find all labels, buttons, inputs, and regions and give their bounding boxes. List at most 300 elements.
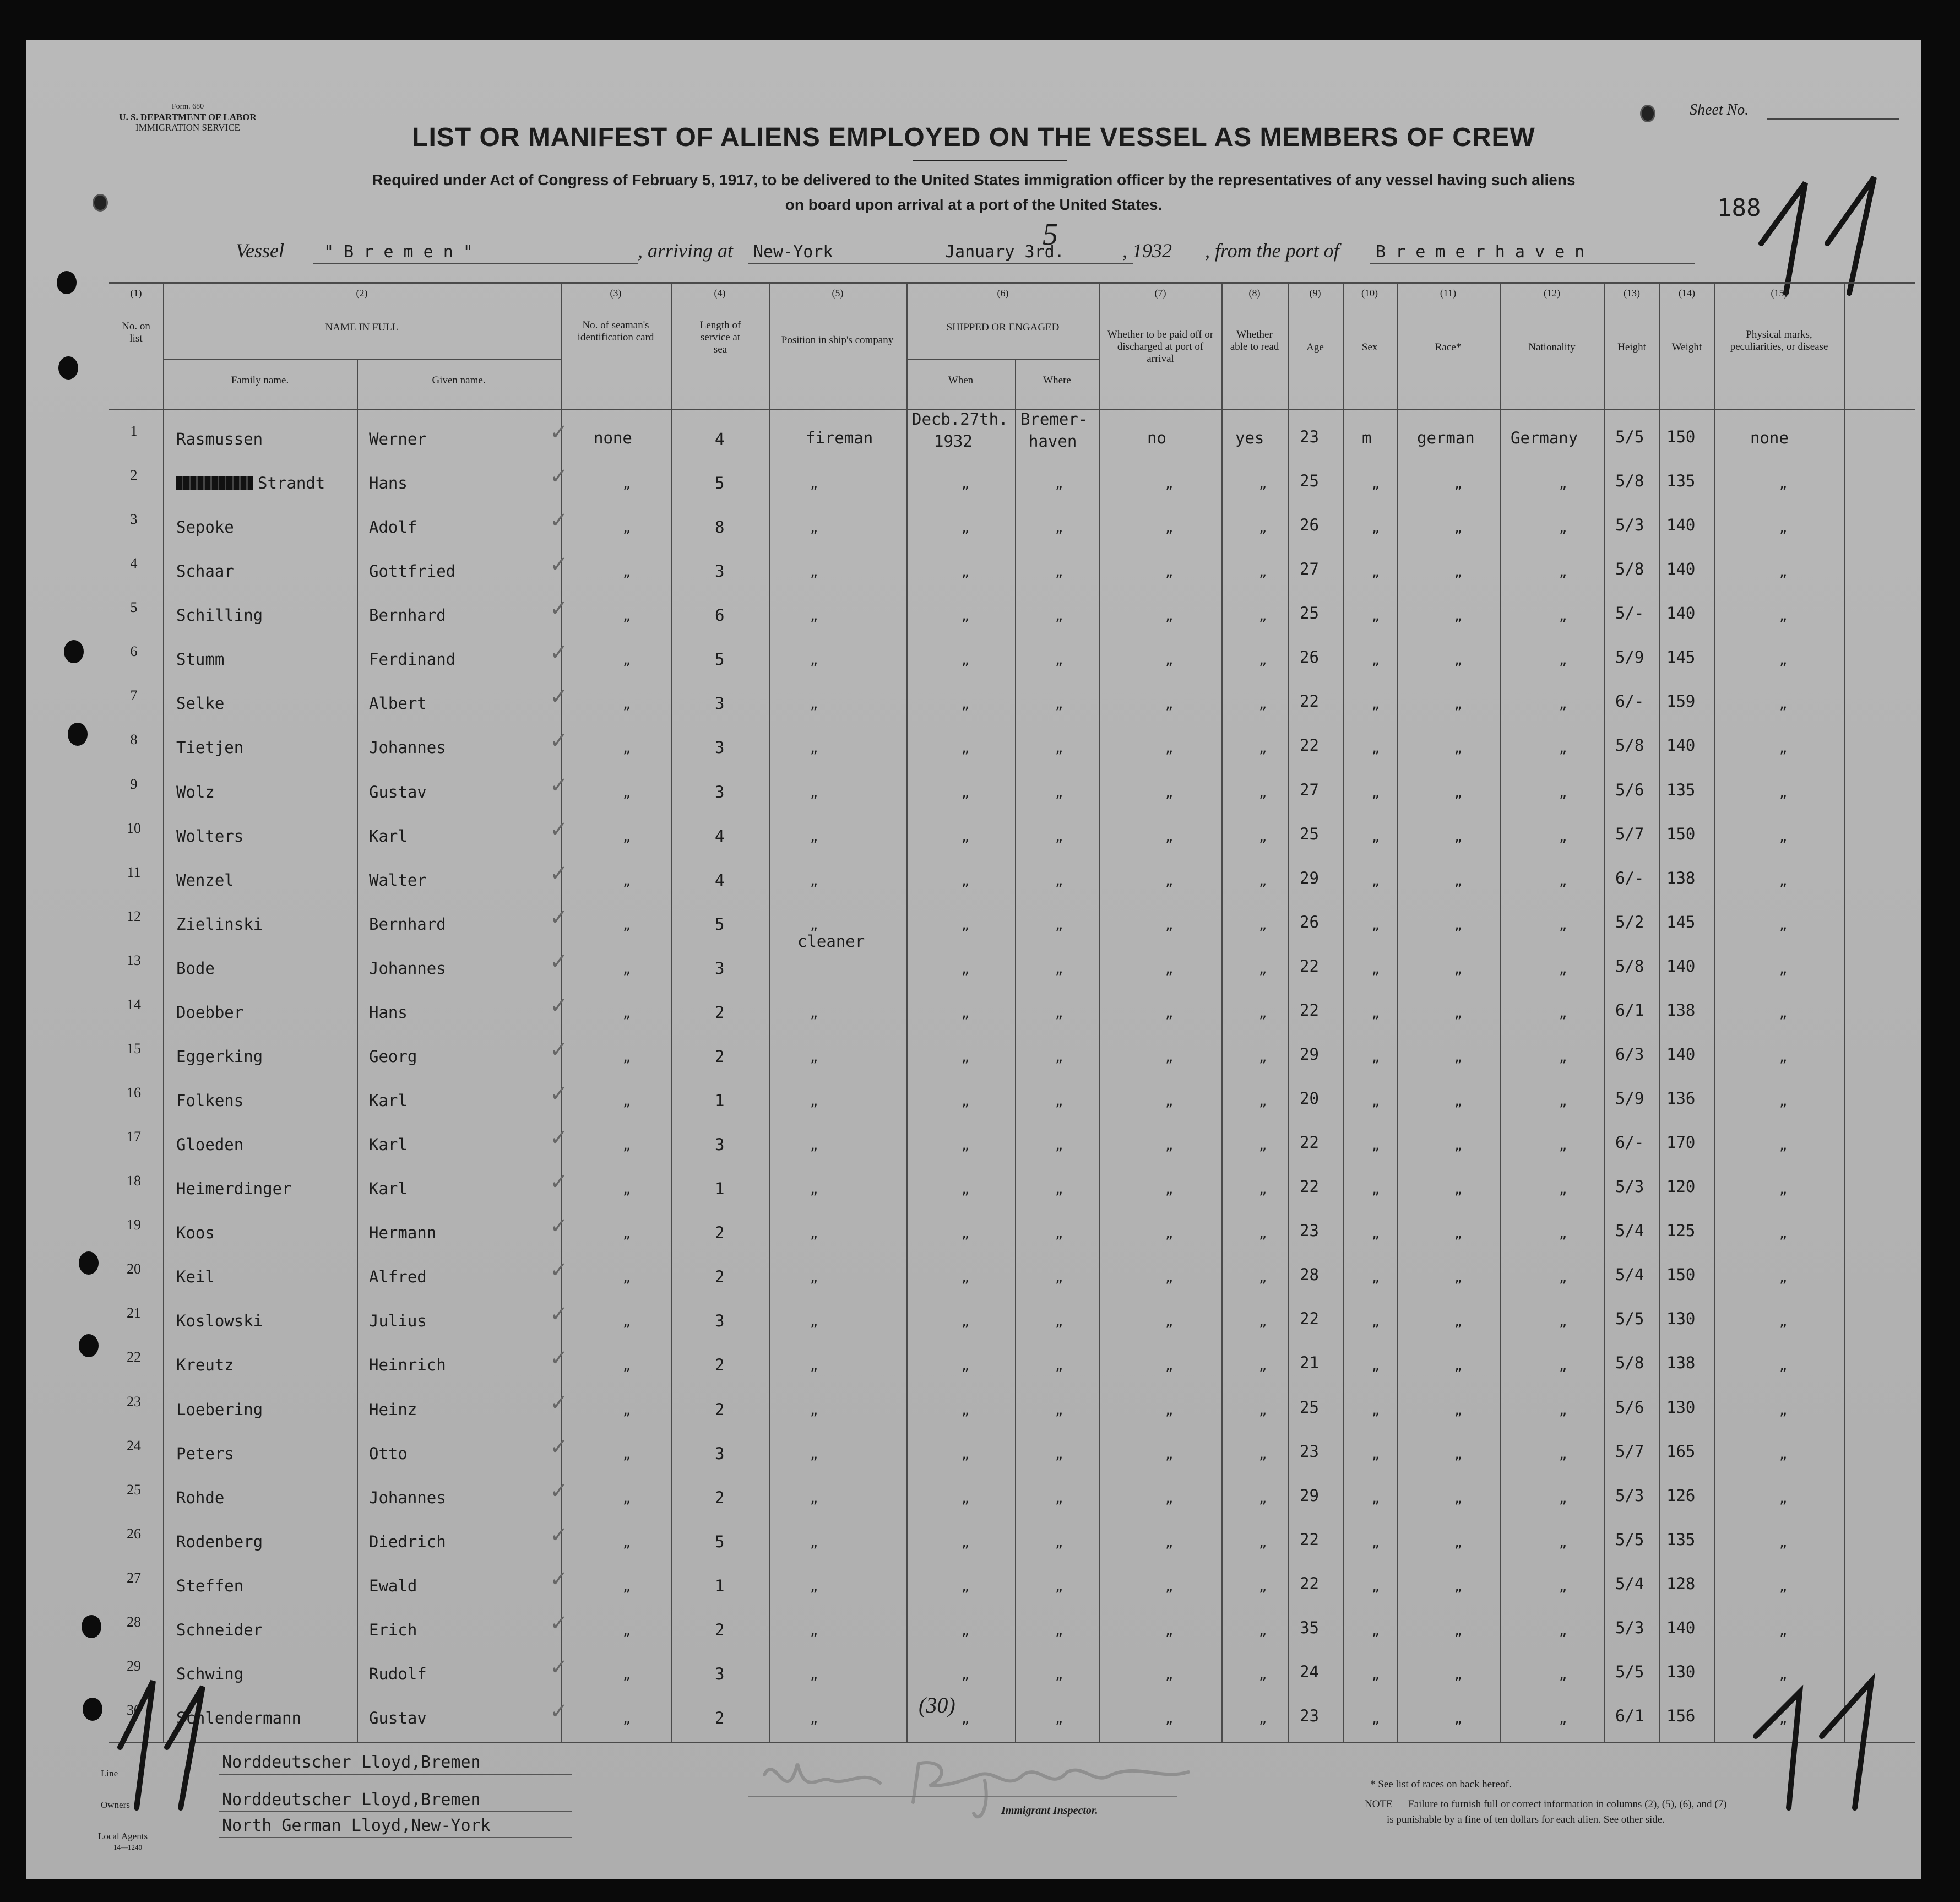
ditto-mark: „ bbox=[622, 961, 631, 977]
ditto-mark: „ bbox=[1258, 1491, 1267, 1506]
shipped-place-line-1: Bremer- bbox=[1020, 410, 1088, 429]
given-name: Erich bbox=[369, 1621, 417, 1639]
ditto-mark: „ bbox=[1258, 652, 1267, 668]
ditto-mark: „ bbox=[810, 1667, 818, 1682]
column-number: (5) bbox=[832, 288, 844, 299]
length-of-service: 2 bbox=[715, 1356, 725, 1374]
binder-hole bbox=[83, 1698, 102, 1721]
ditto-mark: „ bbox=[1454, 917, 1463, 933]
row-number: 6 bbox=[130, 643, 138, 659]
ditto-mark: „ bbox=[1559, 1182, 1567, 1197]
ditto-mark: „ bbox=[1258, 917, 1267, 933]
check-mark: ✓ bbox=[550, 1699, 568, 1724]
age: 27 bbox=[1300, 781, 1319, 799]
column-number: (10) bbox=[1361, 288, 1378, 299]
family-name: Rohde bbox=[176, 1488, 225, 1507]
col-border bbox=[1844, 282, 1845, 1742]
ditto-mark: „ bbox=[1559, 1667, 1567, 1682]
ditto-mark: „ bbox=[1454, 829, 1463, 844]
family-name: Folkens bbox=[176, 1091, 244, 1110]
ditto-mark: „ bbox=[1165, 785, 1174, 800]
ditto-mark: „ bbox=[1165, 1402, 1174, 1418]
date-underline bbox=[941, 263, 1133, 264]
weight: 135 bbox=[1666, 472, 1696, 490]
binder-hole bbox=[57, 271, 77, 294]
ditto-mark: „ bbox=[622, 520, 631, 535]
given-name: Rudolf bbox=[369, 1665, 427, 1683]
ditto-mark: „ bbox=[1779, 1491, 1788, 1506]
height: 5/3 bbox=[1615, 1618, 1644, 1637]
ditto-mark: „ bbox=[1454, 1446, 1463, 1462]
binder-hole bbox=[58, 356, 78, 380]
height: 6/- bbox=[1615, 1133, 1644, 1152]
ditto-mark: „ bbox=[1055, 1093, 1063, 1109]
header-id-card: No. of seaman's identification card bbox=[577, 319, 654, 343]
given-name: Hans bbox=[369, 474, 408, 492]
ditto-mark: „ bbox=[961, 917, 970, 933]
family-name: Rodenberg bbox=[176, 1532, 263, 1551]
age: 29 bbox=[1300, 1045, 1319, 1064]
page-subtitle bbox=[26, 167, 1921, 217]
ditto-mark: „ bbox=[1454, 1005, 1463, 1021]
ditto-mark: „ bbox=[622, 1623, 631, 1638]
family-name: Selke bbox=[176, 694, 225, 713]
check-mark: ✓ bbox=[550, 1567, 568, 1592]
vessel-name: " B r e m e n " bbox=[324, 242, 473, 262]
check-mark: ✓ bbox=[550, 861, 568, 886]
check-mark: ✓ bbox=[550, 1125, 568, 1151]
ditto-mark: „ bbox=[1258, 1711, 1267, 1726]
row-number: 29 bbox=[127, 1658, 141, 1674]
row-number: 7 bbox=[130, 687, 138, 703]
ditto-mark: „ bbox=[1165, 476, 1174, 491]
weight: 140 bbox=[1666, 736, 1696, 755]
ditto-mark: „ bbox=[1779, 696, 1788, 712]
ditto-mark: „ bbox=[622, 873, 631, 888]
weight: 138 bbox=[1666, 869, 1696, 887]
header-given-name: Given name. bbox=[432, 375, 486, 386]
line-underline bbox=[219, 1774, 572, 1775]
ditto-mark: „ bbox=[1371, 652, 1380, 668]
length-of-service: 3 bbox=[715, 1312, 725, 1330]
family-name: Wenzel bbox=[176, 871, 234, 890]
column-number: (1) bbox=[130, 288, 142, 299]
row-number: 3 bbox=[130, 511, 138, 527]
given-name: Karl bbox=[369, 1091, 408, 1110]
length-of-service: 2 bbox=[715, 1003, 725, 1022]
given-name: Gottfried bbox=[369, 562, 456, 581]
ditto-mark: „ bbox=[810, 1270, 818, 1285]
given-name: Karl bbox=[369, 1179, 408, 1198]
weight: 156 bbox=[1666, 1706, 1696, 1725]
family-name: Eggerking bbox=[176, 1047, 263, 1066]
header-where: Where bbox=[1043, 375, 1071, 386]
col-border bbox=[163, 282, 164, 1742]
check-mark: ✓ bbox=[550, 640, 568, 665]
weight: 125 bbox=[1666, 1221, 1696, 1240]
ditto-mark: „ bbox=[1779, 1049, 1788, 1065]
weight: 140 bbox=[1666, 957, 1696, 976]
ditto-mark: „ bbox=[1258, 1093, 1267, 1109]
ditto-mark: „ bbox=[1258, 1182, 1267, 1197]
weight: 159 bbox=[1666, 692, 1696, 711]
ditto-mark: „ bbox=[1454, 696, 1463, 712]
ditto-mark: „ bbox=[1258, 873, 1267, 888]
length-of-service: 2 bbox=[715, 1400, 725, 1419]
ditto-mark: „ bbox=[1165, 1446, 1174, 1462]
check-mark: ✓ bbox=[550, 1390, 568, 1416]
check-mark: ✓ bbox=[550, 684, 568, 709]
length-of-service: 8 bbox=[715, 518, 725, 537]
weight: 138 bbox=[1666, 1001, 1696, 1020]
ditto-mark: „ bbox=[961, 1314, 970, 1329]
row-number: 16 bbox=[127, 1085, 141, 1101]
weight: 140 bbox=[1666, 1618, 1696, 1637]
height: 5/5 bbox=[1615, 1662, 1644, 1681]
family-name: Loebering bbox=[176, 1400, 263, 1419]
height: 6/1 bbox=[1615, 1706, 1644, 1725]
weight: 150 bbox=[1666, 1265, 1696, 1284]
ditto-mark: „ bbox=[1454, 1579, 1463, 1594]
ditto-mark: „ bbox=[1258, 1402, 1267, 1418]
ditto-mark: „ bbox=[1165, 1623, 1174, 1638]
ditto-mark: „ bbox=[1165, 1491, 1174, 1506]
ditto-mark: „ bbox=[1258, 1667, 1267, 1682]
length-of-service: 5 bbox=[715, 1532, 725, 1551]
from-port-label: , from the port of bbox=[1205, 240, 1339, 262]
ditto-mark: „ bbox=[1559, 608, 1567, 624]
ditto-mark: „ bbox=[1454, 652, 1463, 668]
ditto-mark: „ bbox=[622, 1005, 631, 1021]
given-name: Albert bbox=[369, 694, 427, 713]
ditto-mark: „ bbox=[1454, 520, 1463, 535]
height: 6/3 bbox=[1615, 1045, 1644, 1064]
ditto-mark: „ bbox=[1779, 1182, 1788, 1197]
height: 5/8 bbox=[1615, 560, 1644, 578]
ditto-mark: „ bbox=[1165, 961, 1174, 977]
ditto-mark: „ bbox=[1371, 1226, 1380, 1241]
ditto-mark: „ bbox=[1454, 1358, 1463, 1373]
given-name: Heinrich bbox=[369, 1356, 446, 1374]
ditto-mark: „ bbox=[1258, 608, 1267, 624]
given-name: Gustav bbox=[369, 783, 427, 801]
ditto-mark: „ bbox=[1258, 564, 1267, 579]
check-mark: ✓ bbox=[550, 1478, 568, 1504]
given-name: Adolf bbox=[369, 518, 417, 537]
column-number: (14) bbox=[1679, 288, 1695, 299]
arrival-year: , 1932 bbox=[1122, 240, 1172, 262]
weight: 138 bbox=[1666, 1353, 1696, 1372]
ditto-mark: „ bbox=[961, 652, 970, 668]
ditto-mark: „ bbox=[810, 652, 818, 668]
ditto-mark: „ bbox=[810, 1491, 818, 1506]
col-border bbox=[1343, 282, 1344, 1742]
ditto-mark: „ bbox=[1258, 1535, 1267, 1550]
family-name: Sepoke bbox=[176, 518, 234, 537]
race-note: * See list of races on back hereof. bbox=[1370, 1779, 1512, 1790]
vessel-label: Vessel bbox=[236, 240, 284, 262]
age: 22 bbox=[1300, 1530, 1319, 1549]
check-mark: ✓ bbox=[550, 993, 568, 1018]
penalty-note-line-1: NOTE — Failure to furnish full or correct information in columns (2), (5), (6), and (7) bbox=[1365, 1798, 1727, 1810]
weight: 140 bbox=[1666, 1045, 1696, 1064]
length-of-service: 3 bbox=[715, 783, 725, 801]
ditto-mark: „ bbox=[622, 1358, 631, 1373]
form-number: Form. 680 bbox=[171, 102, 204, 111]
ditto-mark: „ bbox=[1454, 873, 1463, 888]
header-shipped-or-engaged: SHIPPED OR ENGAGED bbox=[946, 322, 1060, 333]
given-name: Alfred bbox=[369, 1267, 427, 1286]
ditto-mark: „ bbox=[1258, 1005, 1267, 1021]
given-name: Bernhard bbox=[369, 606, 446, 625]
ditto-mark: „ bbox=[1454, 1093, 1463, 1109]
check-mark: ✓ bbox=[550, 1655, 568, 1680]
ditto-mark: „ bbox=[1559, 1226, 1567, 1241]
ditto-mark: „ bbox=[1258, 1358, 1267, 1373]
ditto-mark: „ bbox=[1055, 1535, 1063, 1550]
ditto-mark: „ bbox=[810, 1314, 818, 1329]
length-of-service: 3 bbox=[715, 694, 725, 713]
given-name: Johannes bbox=[369, 959, 446, 978]
ditto-mark: „ bbox=[1454, 1226, 1463, 1241]
ditto-mark: „ bbox=[1371, 1137, 1380, 1153]
title-rule bbox=[913, 160, 1067, 161]
ditto-mark: „ bbox=[810, 1623, 818, 1638]
ditto-mark: „ bbox=[810, 696, 818, 712]
ditto-mark: „ bbox=[1779, 1623, 1788, 1638]
column-number: (8) bbox=[1248, 288, 1261, 299]
physical-marks-value: none bbox=[1750, 429, 1789, 447]
nationality-value: Germany bbox=[1511, 429, 1578, 447]
check-mark: ✓ bbox=[550, 596, 568, 621]
handwritten-tally-mark bbox=[115, 1670, 236, 1813]
ditto-mark: „ bbox=[810, 1402, 818, 1418]
ditto-mark: „ bbox=[810, 917, 818, 933]
family-name: Doebber bbox=[176, 1003, 244, 1022]
ditto-mark: „ bbox=[1454, 564, 1463, 579]
ditto-mark: „ bbox=[1258, 1270, 1267, 1285]
ditto-mark: „ bbox=[810, 564, 818, 579]
arrival-date-correction: 5 bbox=[1043, 218, 1058, 252]
age: 25 bbox=[1300, 1398, 1319, 1417]
crew-total: (30) bbox=[919, 1693, 955, 1717]
ditto-mark: „ bbox=[1371, 740, 1380, 756]
ditto-mark: „ bbox=[1559, 873, 1567, 888]
row-number: 24 bbox=[127, 1438, 141, 1454]
ditto-mark: „ bbox=[1055, 829, 1063, 844]
ditto-mark: „ bbox=[1559, 961, 1567, 977]
subtitle-line-2: on board upon arrival at a port of the United States. bbox=[785, 196, 1163, 213]
ditto-mark: „ bbox=[961, 1446, 970, 1462]
arriving-label: , arriving at bbox=[638, 240, 734, 262]
height: 5/5 bbox=[1615, 427, 1644, 446]
given-name: Ewald bbox=[369, 1576, 417, 1595]
ditto-mark: „ bbox=[810, 1226, 818, 1241]
weight: 145 bbox=[1666, 648, 1696, 666]
ditto-mark: „ bbox=[622, 1402, 631, 1418]
family-name: Wolz bbox=[176, 783, 215, 801]
ditto-mark: „ bbox=[1258, 1137, 1267, 1153]
ditto-mark: „ bbox=[1454, 476, 1463, 491]
ditto-mark: „ bbox=[810, 1093, 818, 1109]
family-name: Strandt bbox=[258, 474, 325, 492]
weight: 130 bbox=[1666, 1309, 1696, 1328]
column-number: (11) bbox=[1440, 288, 1457, 299]
ditto-mark: „ bbox=[622, 785, 631, 800]
ditto-mark: „ bbox=[1371, 1093, 1380, 1109]
check-mark: ✓ bbox=[550, 1213, 568, 1239]
ditto-mark: „ bbox=[1779, 740, 1788, 756]
ditto-mark: „ bbox=[810, 1137, 818, 1153]
ditto-mark: „ bbox=[961, 564, 970, 579]
ditto-mark: „ bbox=[1055, 1446, 1063, 1462]
row-number: 12 bbox=[127, 908, 141, 924]
ditto-mark: „ bbox=[1055, 1579, 1063, 1594]
family-name: Zielinski bbox=[176, 915, 263, 934]
ditto-mark: „ bbox=[1454, 1314, 1463, 1329]
ditto-mark: „ bbox=[1165, 1270, 1174, 1285]
family-name: Keil bbox=[176, 1267, 215, 1286]
row-number: 13 bbox=[127, 952, 141, 968]
ditto-mark: „ bbox=[622, 1579, 631, 1594]
header-bottom-border bbox=[109, 409, 1915, 410]
shipped-place-line-2: haven bbox=[1029, 432, 1077, 451]
ditto-mark: „ bbox=[1454, 785, 1463, 800]
family-name: Steffen bbox=[176, 1576, 244, 1595]
vessel-underline bbox=[313, 263, 638, 264]
ditto-mark: „ bbox=[1165, 1667, 1174, 1682]
length-of-service: 3 bbox=[715, 562, 725, 581]
ditto-mark: „ bbox=[961, 1182, 970, 1197]
ditto-mark: „ bbox=[1371, 608, 1380, 624]
ditto-mark: „ bbox=[1055, 608, 1063, 624]
ditto-mark: „ bbox=[1371, 476, 1380, 491]
length-of-service: 2 bbox=[715, 1047, 725, 1066]
arrival-port: New-York bbox=[753, 242, 833, 262]
weight: 120 bbox=[1666, 1177, 1696, 1196]
length-of-service: 1 bbox=[715, 1091, 725, 1110]
ditto-mark: „ bbox=[622, 1446, 631, 1462]
ditto-mark: „ bbox=[622, 1535, 631, 1550]
length-of-service: 4 bbox=[715, 871, 725, 890]
ditto-mark: „ bbox=[622, 1182, 631, 1197]
age: 27 bbox=[1300, 560, 1319, 578]
ditto-mark: „ bbox=[1258, 1049, 1267, 1065]
ditto-mark: „ bbox=[622, 608, 631, 624]
binder-hole bbox=[64, 640, 84, 663]
ditto-mark: „ bbox=[810, 785, 818, 800]
check-mark: ✓ bbox=[550, 1611, 568, 1636]
ditto-mark: „ bbox=[961, 1137, 970, 1153]
ditto-mark: „ bbox=[1779, 917, 1788, 933]
ditto-mark: „ bbox=[1371, 1535, 1380, 1550]
ditto-mark: „ bbox=[961, 829, 970, 844]
shipped-date-line-2: 1932 bbox=[934, 432, 973, 451]
ditto-mark: „ bbox=[961, 1535, 970, 1550]
height: 5/9 bbox=[1615, 1089, 1644, 1108]
family-name: Schlendermann bbox=[176, 1709, 301, 1727]
ditto-mark: „ bbox=[1165, 829, 1174, 844]
column-number: (7) bbox=[1154, 288, 1166, 299]
ditto-mark: „ bbox=[1454, 1491, 1463, 1506]
ditto-mark: „ bbox=[1559, 1623, 1567, 1638]
ditto-mark: „ bbox=[1779, 1358, 1788, 1373]
age: 26 bbox=[1300, 648, 1319, 666]
length-of-service: 2 bbox=[715, 1709, 725, 1727]
ditto-mark: „ bbox=[622, 476, 631, 491]
ditto-mark: „ bbox=[1055, 696, 1063, 712]
port-underline bbox=[1370, 263, 1695, 264]
ditto-mark: „ bbox=[1371, 1314, 1380, 1329]
ditto-mark: „ bbox=[1454, 1182, 1463, 1197]
department-name: U. S. DEPARTMENT OF LABOR bbox=[119, 112, 257, 122]
length-of-service: 2 bbox=[715, 1267, 725, 1286]
check-mark: ✓ bbox=[550, 728, 568, 754]
weight: 145 bbox=[1666, 913, 1696, 931]
check-mark: ✓ bbox=[550, 1434, 568, 1460]
length-of-service: 3 bbox=[715, 1135, 725, 1154]
height: 5/8 bbox=[1615, 736, 1644, 755]
ditto-mark: „ bbox=[961, 873, 970, 888]
check-mark: ✓ bbox=[550, 420, 568, 445]
height: 6/- bbox=[1615, 692, 1644, 711]
height: 5/3 bbox=[1615, 1177, 1644, 1196]
age: 28 bbox=[1300, 1265, 1319, 1284]
ditto-mark: „ bbox=[1779, 873, 1788, 888]
binder-hole bbox=[68, 723, 88, 746]
ditto-mark: „ bbox=[810, 1358, 818, 1373]
age: 20 bbox=[1300, 1089, 1319, 1108]
height: 5/5 bbox=[1615, 1309, 1644, 1328]
ditto-mark: „ bbox=[1055, 740, 1063, 756]
family-name: Schilling bbox=[176, 606, 263, 625]
agents-label: Local Agents bbox=[98, 1831, 148, 1841]
ditto-mark: „ bbox=[1779, 1535, 1788, 1550]
ditto-mark: „ bbox=[1055, 873, 1063, 888]
ditto-mark: „ bbox=[1165, 1579, 1174, 1594]
header-weight: Weight bbox=[1671, 342, 1702, 353]
ditto-mark: „ bbox=[810, 873, 818, 888]
given-name: Johannes bbox=[369, 1488, 446, 1507]
age: 22 bbox=[1300, 1001, 1319, 1020]
family-name: Stumm bbox=[176, 650, 225, 669]
header-name-in-full: NAME IN FULL bbox=[325, 322, 399, 333]
family-name: Koos bbox=[176, 1223, 215, 1242]
ditto-mark: „ bbox=[1055, 476, 1063, 491]
family-name: Tietjen bbox=[176, 738, 244, 757]
header-nationality: Nationality bbox=[1528, 342, 1576, 353]
ditto-mark: „ bbox=[1559, 1446, 1567, 1462]
ditto-mark: „ bbox=[810, 1446, 818, 1462]
age: 22 bbox=[1300, 957, 1319, 976]
ditto-mark: „ bbox=[1258, 520, 1267, 535]
header-length-of-service: Length of service at sea bbox=[699, 319, 741, 355]
id-card-value: none bbox=[594, 429, 632, 447]
ditto-mark: „ bbox=[1055, 1182, 1063, 1197]
row-number: 11 bbox=[127, 864, 141, 880]
row-number: 23 bbox=[127, 1394, 141, 1410]
height: 5/- bbox=[1615, 604, 1644, 622]
sex-value: m bbox=[1362, 429, 1372, 447]
ditto-mark: „ bbox=[622, 1049, 631, 1065]
ditto-mark: „ bbox=[1559, 520, 1567, 535]
ditto-mark: „ bbox=[1559, 1491, 1567, 1506]
col-border bbox=[769, 282, 770, 1742]
ditto-mark: „ bbox=[1165, 696, 1174, 712]
length-of-service: 6 bbox=[715, 606, 725, 625]
row-number: 1 bbox=[130, 423, 138, 439]
col-border bbox=[1397, 282, 1398, 1742]
